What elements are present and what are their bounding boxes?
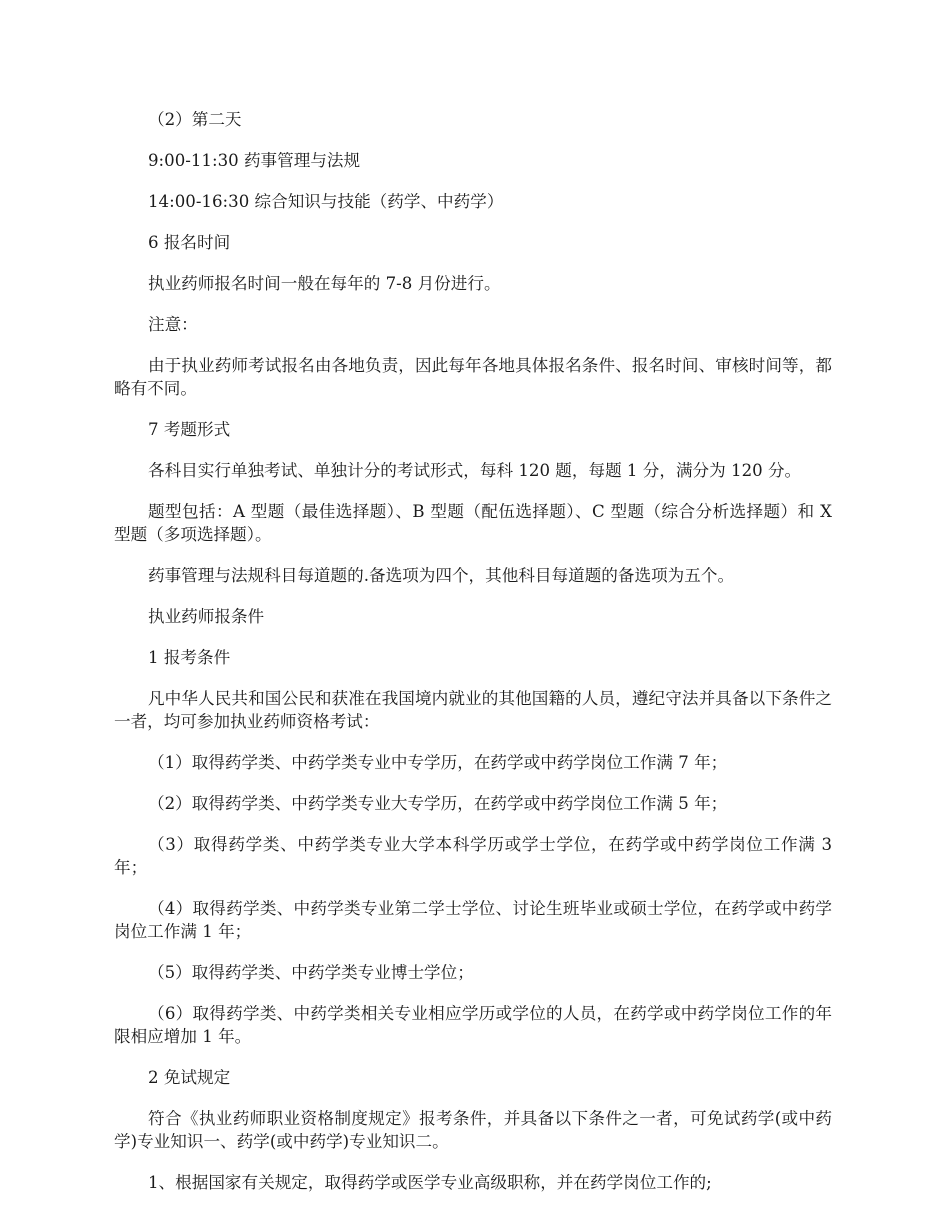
paragraph-registration-period: 执业药师报名时间一般在每年的 7-8 月份进行。 — [148, 274, 501, 293]
list-item-condition-6: （6）取得药学类、中药学类相关专业相应学历或学位的人员，在药学或中药学岗位工作的年限相应增加 1 年。 — [114, 1004, 832, 1046]
heading-question-format: 7 考题形式 — [148, 420, 231, 439]
list-item-condition-4: （4）取得药学类、中药学类专业第二学士学位、讨论生班毕业或硕士学位，在药学或中药学岗位工作满 1 年； — [114, 899, 832, 941]
heading-application-conditions: 1 报考条件 — [148, 648, 231, 667]
heading-eligibility: 执业药师报条件 — [148, 607, 265, 626]
heading-note: 注意： — [148, 315, 198, 334]
heading-exemption-rules: 2 免试规定 — [148, 1068, 231, 1087]
heading-registration-time: 6 报名时间 — [148, 233, 231, 252]
paragraph-question-types: 题型包括：A 型题（最佳选择题）、B 型题（配伍选择题）、C 型题（综合分析选择题）和 X 型题（多项选择题）。 — [114, 502, 832, 544]
paragraph-day-two: （2）第二天 — [148, 110, 242, 129]
paragraph-schedule-afternoon: 14:00-16:30 综合知识与技能（药学、中药学） — [148, 192, 504, 211]
paragraph-exemption-intro: 符合《执业药师职业资格制度规定》报考条件，并具备以下条件之一者，可免试药学(或中药学)专业知识一、药学(或中药学)专业知识二。 — [114, 1109, 832, 1151]
list-item-condition-2: （2）取得药学类、中药学类专业大专学历，在药学或中药学岗位工作满 5 年； — [148, 794, 728, 813]
paragraph-eligible-persons: 凡中华人民共和国公民和获准在我国境内就业的其他国籍的人员，遵纪守法并具备以下条件之一者，均可参加执业药师资格考试： — [114, 689, 832, 731]
list-item-condition-3: （3）取得药学类、中药学类专业大学本科学历或学士学位，在药学或中药学岗位工作满 3 年； — [114, 835, 832, 877]
paragraph-schedule-morning: 9:00-11:30 药事管理与法规 — [148, 151, 361, 170]
list-item-exemption-1: 1、根据国家有关规定，取得药学或医学专业高级职称，并在药学岗位工作的; — [148, 1173, 712, 1192]
paragraph-note-body: 由于执业药师考试报名由各地负责，因此每年各地具体报名条件、报名时间、审核时间等，都略有不同。 — [114, 356, 832, 398]
paragraph-options-count: 药事管理与法规科目每道题的.备选项为四个，其他科目每道题的备选项为五个。 — [148, 566, 735, 585]
list-item-condition-1: （1）取得药学类、中药学类专业中专学历，在药学或中药学岗位工作满 7 年； — [148, 753, 728, 772]
paragraph-scoring: 各科目实行单独考试、单独计分的考试形式，每科 120 题，每题 1 分，满分为 120 分。 — [148, 461, 802, 480]
list-item-condition-5: （5）取得药学类、中药学类专业博士学位； — [148, 963, 474, 982]
